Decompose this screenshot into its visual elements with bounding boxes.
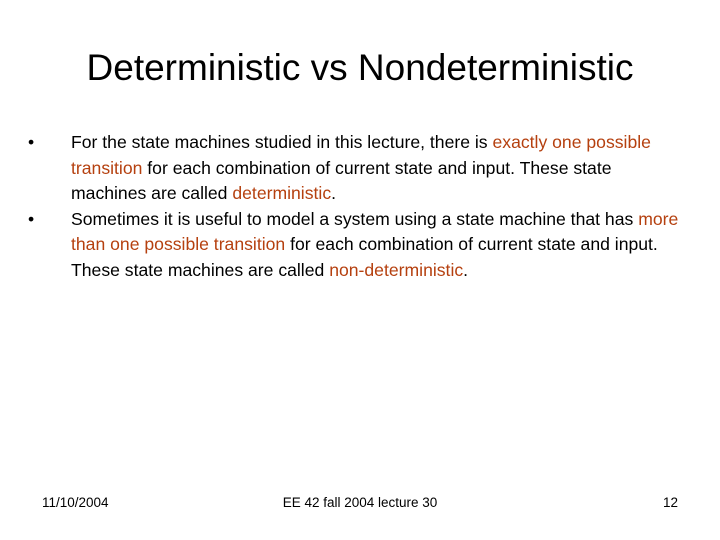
bullet-highlight-exactly-one: exactly one possible transition [71, 132, 651, 178]
bullet-text-2-part-1: Sometimes it is useful to model a system using a state machine that has [71, 208, 639, 229]
slide-title: Deterministic vs Nondeterministic [86, 47, 634, 88]
bullet-text-2-part-3: for each combination of current state and input. These state machines are called [71, 234, 658, 280]
footer-course: EE 42 fall 2004 lecture 30 [282, 495, 438, 510]
bullet-icon: • [28, 208, 35, 229]
bullet-highlight-nondeterministic: non-deterministic [329, 259, 464, 280]
footer-page-number: 12 [662, 495, 678, 510]
bullet-item-2 [26, 207, 686, 284]
bullet-text-1-part-1: For the state machines studied in this lecture, there is [71, 132, 493, 152]
bullet-highlight-deterministic: deterministic [232, 183, 332, 203]
bullet-text-2-part-5: . [463, 259, 469, 280]
bullet-text-1-part-3: for each combination of current state and input. These state machines are called [71, 157, 612, 203]
footer-date: 11/10/2004 [42, 495, 109, 510]
bullet-list [26, 130, 686, 283]
bullet-icon: • [28, 132, 35, 152]
bullet-highlight-more-than-one: more than one possible transition [71, 208, 679, 254]
bullet-item-1 [26, 130, 686, 207]
bullet-text-1-part-5: . [331, 183, 337, 203]
